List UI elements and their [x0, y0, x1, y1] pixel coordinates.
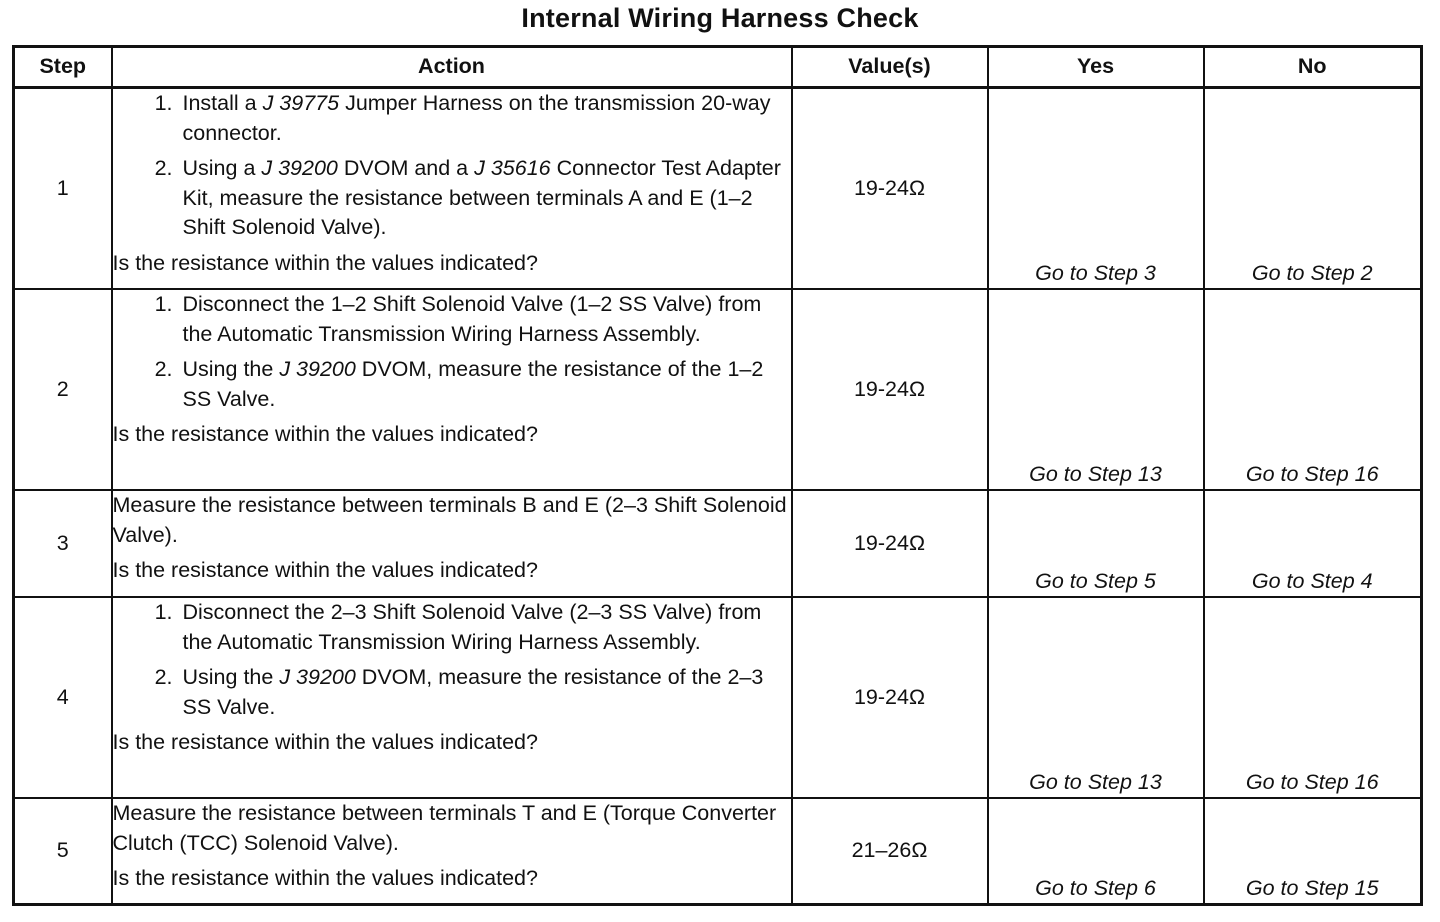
step-number: 2	[14, 289, 112, 490]
question-text: Is the resistance within the values indicated?	[112, 730, 538, 754]
step-number: 3	[14, 490, 112, 597]
header-step: Step	[14, 47, 112, 88]
action-item: 1. Disconnect the 2–3 Shift Solenoid Valve (2–3 SS Valve) from the Automatic Transmission Wiring Harness Assembly.	[179, 598, 791, 657]
page-title: Internal Wiring Harness Check	[521, 3, 919, 33]
yes-goto-link[interactable]: Go to Step 13	[988, 289, 1204, 490]
action-text: Measure the resistance between terminals B and E (2–3 Shift Solenoid Valve).	[112, 493, 787, 547]
no-goto-link[interactable]: Go to Step 16	[1204, 289, 1422, 490]
no-goto-link[interactable]: Go to Step 2	[1204, 88, 1422, 290]
yes-goto-link[interactable]: Go to Step 3	[988, 88, 1204, 290]
tool-number: J 39200	[261, 156, 338, 180]
header-action: Action	[112, 47, 792, 88]
table-row	[14, 798, 1422, 905]
table-row	[14, 490, 1422, 597]
action-item: 1. Disconnect the 1–2 Shift Solenoid Valve (1–2 SS Valve) from the Automatic Transmission Wiring Harness Assembly.	[179, 290, 791, 349]
question-text: Is the resistance within the values indicated?	[112, 558, 538, 582]
yes-goto-link[interactable]: Go to Step 6	[988, 798, 1204, 905]
table-row	[14, 597, 1422, 798]
tool-number: J 35616	[474, 156, 551, 180]
action-list	[113, 290, 791, 414]
tool-number: J 39775	[262, 91, 340, 115]
tool-number: J 39200	[279, 357, 356, 381]
yes-goto-link[interactable]: Go to Step 5	[988, 490, 1204, 597]
question-text: Is the resistance within the values indicated?	[112, 866, 538, 890]
step-number: 1	[14, 88, 112, 290]
value-cell: 19-24Ω	[792, 490, 988, 597]
diagnostic-table	[12, 45, 1423, 906]
action-item: 2. Using the J 39200 DVOM, measure the resistance of the 2–3 SS Valve.	[179, 663, 791, 722]
step-number: 4	[14, 597, 112, 798]
no-goto-link[interactable]: Go to Step 15	[1204, 798, 1422, 905]
header-values: Value(s)	[792, 47, 988, 88]
value-cell: 21–26Ω	[792, 798, 988, 905]
no-goto-link[interactable]: Go to Step 4	[1204, 490, 1422, 597]
value-cell: 19-24Ω	[792, 597, 988, 798]
no-goto-link[interactable]: Go to Step 16	[1204, 597, 1422, 798]
action-list	[113, 89, 791, 243]
value-cell: 19-24Ω	[792, 88, 988, 290]
table-header-row	[14, 47, 1422, 88]
question-text: Is the resistance within the values indicated?	[112, 250, 538, 275]
value-cell: 19-24Ω	[792, 289, 988, 490]
action-item: 2. Using the J 39200 DVOM, measure the resistance of the 1–2 SS Valve.	[179, 355, 791, 414]
action-cell	[112, 798, 792, 905]
step-number: 5	[14, 798, 112, 905]
action-item: 2. Using a J 39200 DVOM and a J 35616 Connector Test Adapter Kit, measure the resistance between terminals A and E (1–2 Shift Solenoid Valve).	[179, 154, 791, 243]
table-row	[14, 88, 1422, 290]
action-text: Measure the resistance between terminals T and E (Torque Converter Clutch (TCC) Solenoid Valve).	[112, 801, 777, 855]
table-row	[14, 289, 1422, 490]
action-cell	[112, 88, 792, 290]
action-item: 1. Install a J 39775 Jumper Harness on the transmission 20-way connector.	[179, 89, 791, 148]
question-text: Is the resistance within the values indicated?	[112, 422, 538, 446]
action-cell	[112, 597, 792, 798]
action-cell	[112, 289, 792, 490]
action-list	[113, 598, 791, 722]
yes-goto-link[interactable]: Go to Step 13	[988, 597, 1204, 798]
header-no: No	[1204, 47, 1422, 88]
header-yes: Yes	[988, 47, 1204, 88]
action-cell	[112, 490, 792, 597]
tool-number: J 39200	[279, 665, 356, 689]
